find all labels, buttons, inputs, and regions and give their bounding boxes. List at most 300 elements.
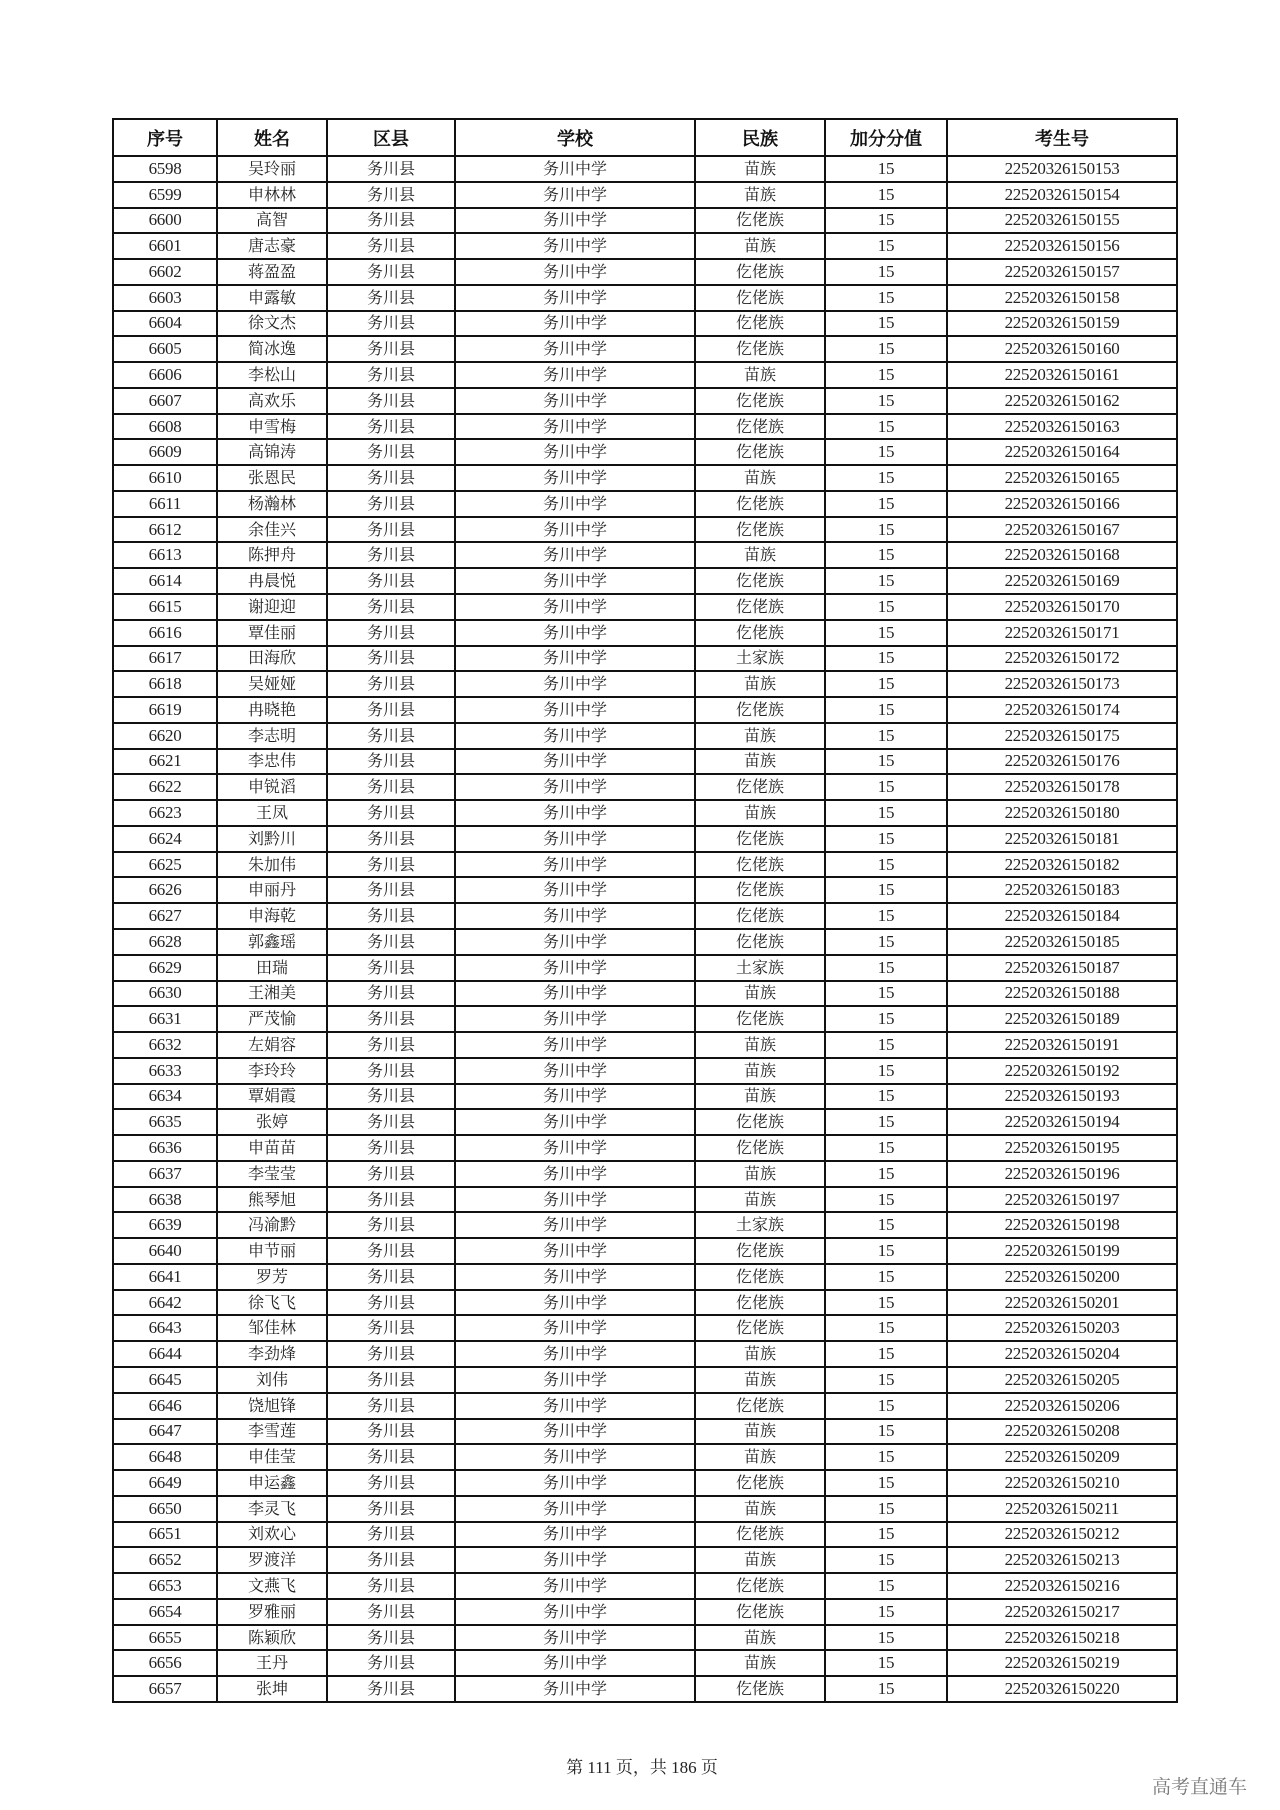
cell-school: 务川中学	[455, 491, 695, 517]
cell-exam-id: 22520326150162	[947, 388, 1177, 414]
cell-ethnicity: 仡佬族	[695, 336, 825, 362]
cell-exam-id: 22520326150219	[947, 1650, 1177, 1676]
cell-school: 务川中学	[455, 671, 695, 697]
table-row	[113, 671, 1177, 697]
cell-bonus-points: 15	[825, 877, 947, 903]
table-row	[113, 1444, 1177, 1470]
cell-bonus-points: 15	[825, 285, 947, 311]
cell-name: 申露敏	[217, 285, 327, 311]
cell-district: 务川县	[327, 568, 455, 594]
cell-name: 饶旭锋	[217, 1393, 327, 1419]
cell-exam-id: 22520326150182	[947, 852, 1177, 878]
cell-name: 李劲烽	[217, 1341, 327, 1367]
cell-school: 务川中学	[455, 1006, 695, 1032]
table-row	[113, 1341, 1177, 1367]
table-row	[113, 1032, 1177, 1058]
cell-ethnicity: 苗族	[695, 800, 825, 826]
cell-name: 李玲玲	[217, 1058, 327, 1084]
cell-seq: 6646	[113, 1393, 217, 1419]
cell-exam-id: 22520326150188	[947, 981, 1177, 1007]
cell-ethnicity: 苗族	[695, 1032, 825, 1058]
cell-seq: 6651	[113, 1522, 217, 1548]
cell-exam-id: 22520326150165	[947, 465, 1177, 491]
cell-bonus-points: 15	[825, 800, 947, 826]
cell-district: 务川县	[327, 336, 455, 362]
cell-seq: 6638	[113, 1187, 217, 1213]
cell-seq: 6609	[113, 439, 217, 465]
cell-ethnicity: 苗族	[695, 1187, 825, 1213]
cell-ethnicity: 苗族	[695, 1058, 825, 1084]
cell-ethnicity: 仡佬族	[695, 311, 825, 337]
cell-bonus-points: 15	[825, 208, 947, 234]
cell-name: 申节丽	[217, 1238, 327, 1264]
cell-seq: 6599	[113, 182, 217, 208]
cell-seq: 6647	[113, 1419, 217, 1445]
cell-bonus-points: 15	[825, 1547, 947, 1573]
cell-exam-id: 22520326150197	[947, 1187, 1177, 1213]
cell-ethnicity: 苗族	[695, 362, 825, 388]
cell-exam-id: 22520326150220	[947, 1676, 1177, 1702]
cell-ethnicity: 土家族	[695, 1212, 825, 1238]
cell-seq: 6640	[113, 1238, 217, 1264]
cell-ethnicity: 仡佬族	[695, 1006, 825, 1032]
cell-exam-id: 22520326150200	[947, 1264, 1177, 1290]
cell-bonus-points: 15	[825, 903, 947, 929]
cell-name: 高锦涛	[217, 439, 327, 465]
cell-seq: 6654	[113, 1599, 217, 1625]
cell-ethnicity: 苗族	[695, 465, 825, 491]
cell-school: 务川中学	[455, 1238, 695, 1264]
cell-name: 申雪梅	[217, 414, 327, 440]
cell-district: 务川县	[327, 1238, 455, 1264]
cell-name: 刘黔川	[217, 826, 327, 852]
table-row	[113, 1573, 1177, 1599]
cell-ethnicity: 仡佬族	[695, 1599, 825, 1625]
cell-seq: 6634	[113, 1084, 217, 1110]
cell-exam-id: 22520326150211	[947, 1496, 1177, 1522]
cell-seq: 6636	[113, 1135, 217, 1161]
cell-bonus-points: 15	[825, 1006, 947, 1032]
cell-school: 务川中学	[455, 929, 695, 955]
cell-seq: 6612	[113, 517, 217, 543]
cell-exam-id: 22520326150206	[947, 1393, 1177, 1419]
cell-district: 务川县	[327, 1290, 455, 1316]
cell-exam-id: 22520326150193	[947, 1084, 1177, 1110]
cell-district: 务川县	[327, 1496, 455, 1522]
cell-bonus-points: 15	[825, 723, 947, 749]
cell-district: 务川县	[327, 955, 455, 981]
cell-district: 务川县	[327, 259, 455, 285]
cell-seq: 6655	[113, 1625, 217, 1651]
cell-seq: 6630	[113, 981, 217, 1007]
cell-bonus-points: 15	[825, 1444, 947, 1470]
cell-name: 朱加伟	[217, 852, 327, 878]
page-number: 第 111 页，共 186 页	[566, 1758, 718, 1777]
cell-seq: 6648	[113, 1444, 217, 1470]
watermark: 高考直通车	[1152, 1776, 1248, 1798]
cell-exam-id: 22520326150184	[947, 903, 1177, 929]
cell-exam-id: 22520326150172	[947, 646, 1177, 672]
cell-bonus-points: 15	[825, 414, 947, 440]
cell-ethnicity: 苗族	[695, 182, 825, 208]
cell-name: 申锐滔	[217, 774, 327, 800]
cell-bonus-points: 15	[825, 620, 947, 646]
cell-district: 务川县	[327, 981, 455, 1007]
cell-seq: 6601	[113, 233, 217, 259]
cell-name: 李忠伟	[217, 749, 327, 775]
cell-school: 务川中学	[455, 156, 695, 182]
table-row	[113, 955, 1177, 981]
cell-exam-id: 22520326150154	[947, 182, 1177, 208]
cell-ethnicity: 仡佬族	[695, 1135, 825, 1161]
cell-seq: 6603	[113, 285, 217, 311]
header-exam-id: 考生号	[947, 119, 1177, 156]
cell-seq: 6598	[113, 156, 217, 182]
cell-ethnicity: 苗族	[695, 1444, 825, 1470]
cell-bonus-points: 15	[825, 852, 947, 878]
cell-ethnicity: 仡佬族	[695, 414, 825, 440]
cell-name: 熊琴旭	[217, 1187, 327, 1213]
cell-school: 务川中学	[455, 955, 695, 981]
cell-name: 吴娅娅	[217, 671, 327, 697]
cell-school: 务川中学	[455, 981, 695, 1007]
cell-exam-id: 22520326150205	[947, 1367, 1177, 1393]
cell-seq: 6639	[113, 1212, 217, 1238]
cell-district: 务川县	[327, 723, 455, 749]
table-row	[113, 1161, 1177, 1187]
cell-exam-id: 22520326150166	[947, 491, 1177, 517]
cell-ethnicity: 苗族	[695, 981, 825, 1007]
cell-ethnicity: 苗族	[695, 1419, 825, 1445]
cell-school: 务川中学	[455, 1032, 695, 1058]
cell-name: 李志明	[217, 723, 327, 749]
cell-seq: 6600	[113, 208, 217, 234]
cell-bonus-points: 15	[825, 362, 947, 388]
cell-bonus-points: 15	[825, 1238, 947, 1264]
cell-seq: 6614	[113, 568, 217, 594]
cell-bonus-points: 15	[825, 517, 947, 543]
cell-name: 王凤	[217, 800, 327, 826]
cell-bonus-points: 15	[825, 311, 947, 337]
cell-name: 张坤	[217, 1676, 327, 1702]
cell-bonus-points: 15	[825, 182, 947, 208]
table-row	[113, 491, 1177, 517]
cell-ethnicity: 苗族	[695, 1367, 825, 1393]
cell-ethnicity: 仡佬族	[695, 697, 825, 723]
cell-name: 文燕飞	[217, 1573, 327, 1599]
cell-exam-id: 22520326150153	[947, 156, 1177, 182]
cell-seq: 6602	[113, 259, 217, 285]
cell-district: 务川县	[327, 285, 455, 311]
cell-exam-id: 22520326150189	[947, 1006, 1177, 1032]
cell-ethnicity: 仡佬族	[695, 929, 825, 955]
cell-exam-id: 22520326150194	[947, 1109, 1177, 1135]
cell-school: 务川中学	[455, 1547, 695, 1573]
table-row	[113, 826, 1177, 852]
cell-exam-id: 22520326150158	[947, 285, 1177, 311]
cell-district: 务川县	[327, 929, 455, 955]
cell-seq: 6627	[113, 903, 217, 929]
cell-exam-id: 22520326150192	[947, 1058, 1177, 1084]
cell-exam-id: 22520326150157	[947, 259, 1177, 285]
cell-school: 务川中学	[455, 826, 695, 852]
cell-name: 覃佳丽	[217, 620, 327, 646]
table-row	[113, 517, 1177, 543]
cell-name: 李松山	[217, 362, 327, 388]
cell-district: 务川县	[327, 491, 455, 517]
table-row	[113, 903, 1177, 929]
table-row	[113, 1496, 1177, 1522]
cell-district: 务川县	[327, 1109, 455, 1135]
table-row	[113, 1264, 1177, 1290]
cell-name: 申丽丹	[217, 877, 327, 903]
table-row	[113, 646, 1177, 672]
cell-seq: 6631	[113, 1006, 217, 1032]
cell-district: 务川县	[327, 1264, 455, 1290]
cell-name: 刘伟	[217, 1367, 327, 1393]
table-row	[113, 542, 1177, 568]
cell-seq: 6657	[113, 1676, 217, 1702]
cell-exam-id: 22520326150181	[947, 826, 1177, 852]
cell-district: 务川县	[327, 1032, 455, 1058]
cell-bonus-points: 15	[825, 388, 947, 414]
header-district: 区县	[327, 119, 455, 156]
cell-seq: 6618	[113, 671, 217, 697]
cell-seq: 6649	[113, 1470, 217, 1496]
cell-district: 务川县	[327, 646, 455, 672]
cell-seq: 6616	[113, 620, 217, 646]
cell-ethnicity: 仡佬族	[695, 285, 825, 311]
cell-bonus-points: 15	[825, 929, 947, 955]
cell-bonus-points: 15	[825, 1084, 947, 1110]
cell-ethnicity: 仡佬族	[695, 568, 825, 594]
cell-district: 务川县	[327, 749, 455, 775]
cell-ethnicity: 仡佬族	[695, 877, 825, 903]
cell-exam-id: 22520326150218	[947, 1625, 1177, 1651]
cell-ethnicity: 仡佬族	[695, 388, 825, 414]
cell-seq: 6619	[113, 697, 217, 723]
cell-exam-id: 22520326150208	[947, 1419, 1177, 1445]
table-row	[113, 259, 1177, 285]
table-row	[113, 311, 1177, 337]
cell-ethnicity: 仡佬族	[695, 620, 825, 646]
cell-district: 务川县	[327, 1470, 455, 1496]
cell-school: 务川中学	[455, 388, 695, 414]
table-row	[113, 414, 1177, 440]
cell-district: 务川县	[327, 1419, 455, 1445]
cell-exam-id: 22520326150212	[947, 1522, 1177, 1548]
cell-ethnicity: 苗族	[695, 749, 825, 775]
cell-ethnicity: 苗族	[695, 1547, 825, 1573]
cell-bonus-points: 15	[825, 259, 947, 285]
cell-name: 罗渡洋	[217, 1547, 327, 1573]
cell-bonus-points: 15	[825, 156, 947, 182]
cell-ethnicity: 仡佬族	[695, 1264, 825, 1290]
cell-name: 蒋盈盈	[217, 259, 327, 285]
table-row	[113, 336, 1177, 362]
cell-district: 务川县	[327, 1341, 455, 1367]
cell-bonus-points: 15	[825, 1187, 947, 1213]
cell-school: 务川中学	[455, 697, 695, 723]
cell-district: 务川县	[327, 1625, 455, 1651]
cell-school: 务川中学	[455, 1625, 695, 1651]
cell-bonus-points: 15	[825, 1393, 947, 1419]
cell-bonus-points: 15	[825, 646, 947, 672]
cell-name: 严茂愉	[217, 1006, 327, 1032]
cell-district: 务川县	[327, 594, 455, 620]
table-row	[113, 182, 1177, 208]
cell-bonus-points: 15	[825, 1573, 947, 1599]
cell-ethnicity: 苗族	[695, 1341, 825, 1367]
cell-bonus-points: 15	[825, 1367, 947, 1393]
cell-name: 王丹	[217, 1650, 327, 1676]
cell-district: 务川县	[327, 826, 455, 852]
cell-ethnicity: 苗族	[695, 1650, 825, 1676]
table-row	[113, 1625, 1177, 1651]
cell-exam-id: 22520326150161	[947, 362, 1177, 388]
cell-exam-id: 22520326150173	[947, 671, 1177, 697]
cell-name: 李灵飞	[217, 1496, 327, 1522]
cell-exam-id: 22520326150187	[947, 955, 1177, 981]
cell-exam-id: 22520326150198	[947, 1212, 1177, 1238]
cell-exam-id: 22520326150168	[947, 542, 1177, 568]
table-row	[113, 285, 1177, 311]
cell-school: 务川中学	[455, 1522, 695, 1548]
cell-district: 务川县	[327, 388, 455, 414]
cell-seq: 6632	[113, 1032, 217, 1058]
cell-bonus-points: 15	[825, 671, 947, 697]
cell-ethnicity: 仡佬族	[695, 1315, 825, 1341]
table-header-row	[113, 119, 1177, 156]
cell-seq: 6623	[113, 800, 217, 826]
cell-ethnicity: 苗族	[695, 542, 825, 568]
cell-school: 务川中学	[455, 182, 695, 208]
cell-school: 务川中学	[455, 285, 695, 311]
cell-exam-id: 22520326150174	[947, 697, 1177, 723]
cell-school: 务川中学	[455, 439, 695, 465]
table-row	[113, 1650, 1177, 1676]
header-name: 姓名	[217, 119, 327, 156]
cell-bonus-points: 15	[825, 1161, 947, 1187]
cell-school: 务川中学	[455, 620, 695, 646]
cell-exam-id: 22520326150175	[947, 723, 1177, 749]
cell-bonus-points: 15	[825, 981, 947, 1007]
cell-district: 务川县	[327, 671, 455, 697]
cell-district: 务川县	[327, 1573, 455, 1599]
cell-exam-id: 22520326150169	[947, 568, 1177, 594]
cell-bonus-points: 15	[825, 491, 947, 517]
cell-school: 务川中学	[455, 1290, 695, 1316]
cell-seq: 6626	[113, 877, 217, 903]
cell-exam-id: 22520326150203	[947, 1315, 1177, 1341]
cell-seq: 6633	[113, 1058, 217, 1084]
cell-name: 左娟容	[217, 1032, 327, 1058]
table-row	[113, 156, 1177, 182]
table-row	[113, 362, 1177, 388]
cell-bonus-points: 15	[825, 1470, 947, 1496]
cell-seq: 6643	[113, 1315, 217, 1341]
cell-seq: 6637	[113, 1161, 217, 1187]
table-row	[113, 439, 1177, 465]
cell-seq: 6608	[113, 414, 217, 440]
cell-school: 务川中学	[455, 1187, 695, 1213]
cell-name: 陈颖欣	[217, 1625, 327, 1651]
cell-name: 高智	[217, 208, 327, 234]
cell-district: 务川县	[327, 774, 455, 800]
cell-district: 务川县	[327, 156, 455, 182]
cell-district: 务川县	[327, 439, 455, 465]
cell-bonus-points: 15	[825, 697, 947, 723]
cell-ethnicity: 土家族	[695, 646, 825, 672]
cell-seq: 6605	[113, 336, 217, 362]
cell-school: 务川中学	[455, 1496, 695, 1522]
table-row	[113, 749, 1177, 775]
cell-ethnicity: 仡佬族	[695, 517, 825, 543]
cell-exam-id: 22520326150204	[947, 1341, 1177, 1367]
cell-ethnicity: 苗族	[695, 1084, 825, 1110]
cell-school: 务川中学	[455, 1367, 695, 1393]
cell-name: 李雪莲	[217, 1419, 327, 1445]
cell-bonus-points: 15	[825, 542, 947, 568]
cell-school: 务川中学	[455, 723, 695, 749]
cell-name: 申佳莹	[217, 1444, 327, 1470]
cell-district: 务川县	[327, 1650, 455, 1676]
cell-ethnicity: 苗族	[695, 233, 825, 259]
cell-name: 邹佳林	[217, 1315, 327, 1341]
cell-exam-id: 22520326150217	[947, 1599, 1177, 1625]
cell-district: 务川县	[327, 697, 455, 723]
table-row	[113, 1547, 1177, 1573]
cell-district: 务川县	[327, 800, 455, 826]
cell-name: 谢迎迎	[217, 594, 327, 620]
cell-bonus-points: 15	[825, 1650, 947, 1676]
cell-exam-id: 22520326150159	[947, 311, 1177, 337]
cell-ethnicity: 仡佬族	[695, 1393, 825, 1419]
cell-bonus-points: 15	[825, 1212, 947, 1238]
cell-ethnicity: 仡佬族	[695, 439, 825, 465]
table-row	[113, 723, 1177, 749]
cell-name: 王湘美	[217, 981, 327, 1007]
table-row	[113, 1135, 1177, 1161]
cell-ethnicity: 土家族	[695, 955, 825, 981]
cell-seq: 6621	[113, 749, 217, 775]
cell-exam-id: 22520326150170	[947, 594, 1177, 620]
cell-bonus-points: 15	[825, 1058, 947, 1084]
table-row	[113, 1109, 1177, 1135]
cell-school: 务川中学	[455, 311, 695, 337]
cell-school: 务川中学	[455, 542, 695, 568]
cell-school: 务川中学	[455, 1161, 695, 1187]
cell-district: 务川县	[327, 182, 455, 208]
cell-school: 务川中学	[455, 1109, 695, 1135]
cell-bonus-points: 15	[825, 439, 947, 465]
cell-school: 务川中学	[455, 1058, 695, 1084]
cell-name: 冯渝黔	[217, 1212, 327, 1238]
cell-school: 务川中学	[455, 1676, 695, 1702]
table-row	[113, 1058, 1177, 1084]
table-row	[113, 1238, 1177, 1264]
cell-ethnicity: 仡佬族	[695, 1573, 825, 1599]
cell-school: 务川中学	[455, 259, 695, 285]
cell-ethnicity: 仡佬族	[695, 774, 825, 800]
cell-school: 务川中学	[455, 362, 695, 388]
cell-exam-id: 22520326150176	[947, 749, 1177, 775]
table-row	[113, 1393, 1177, 1419]
cell-bonus-points: 15	[825, 1109, 947, 1135]
table-row	[113, 1522, 1177, 1548]
cell-name: 冉晓艳	[217, 697, 327, 723]
table-row	[113, 929, 1177, 955]
